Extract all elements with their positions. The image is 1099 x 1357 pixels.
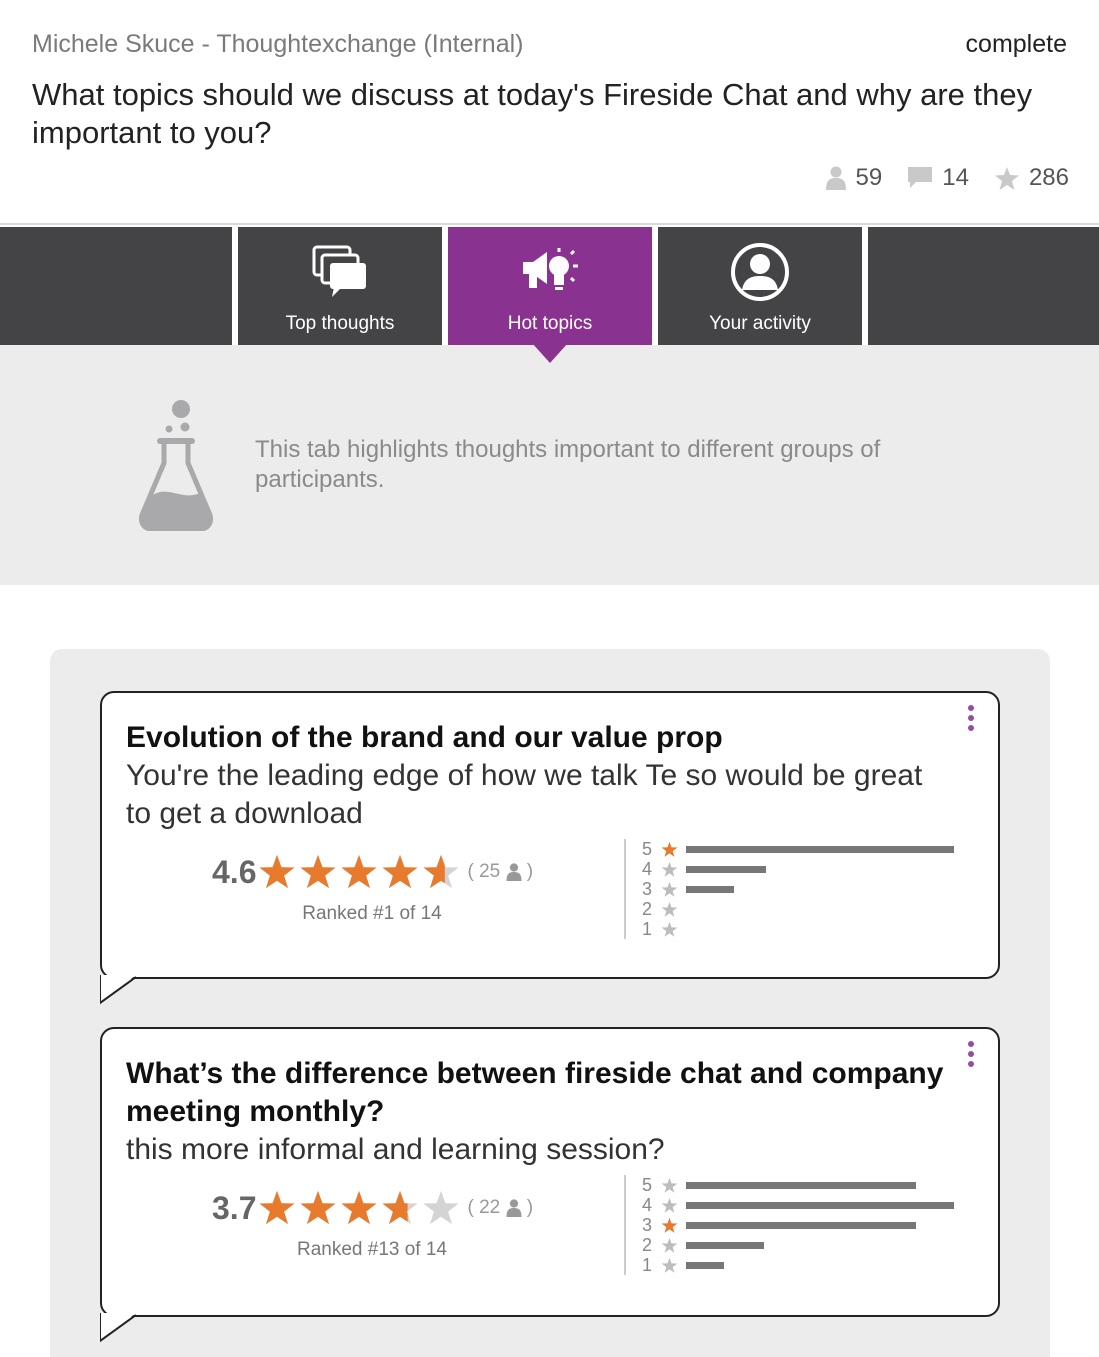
distribution-row <box>642 859 964 879</box>
star-icon <box>340 1189 378 1227</box>
voter-count: ( 25 ) <box>467 861 534 882</box>
distribution-row <box>642 879 964 899</box>
thought-text <box>126 719 946 833</box>
distribution-bar <box>686 1242 764 1249</box>
stars-count: 286 <box>1028 164 1069 191</box>
star-rating <box>258 853 463 891</box>
average-score: 3.7 <box>212 1189 257 1226</box>
distribution-row <box>642 1195 964 1215</box>
distribution-bar <box>686 1182 916 1189</box>
person-icon <box>826 166 846 190</box>
exchange-question: What topics should we discuss at today's Fireside Chat and why are they important to you? <box>32 77 1033 150</box>
thoughts-stat <box>908 164 969 192</box>
distribution-star-value: 3 <box>642 1215 653 1235</box>
distribution-bar <box>686 1202 954 1209</box>
distribution-bar <box>686 866 766 873</box>
person-icon <box>506 863 522 881</box>
distribution-row <box>642 1175 964 1195</box>
star-rating <box>258 1189 463 1227</box>
tab-label: Hot topics <box>507 313 593 334</box>
star-icon <box>381 1189 419 1227</box>
distribution-star-value: 5 <box>642 839 653 859</box>
tab-info-panel <box>0 345 1099 585</box>
thought-title: Evolution of the brand and our value prop <box>126 721 723 754</box>
participants-stat <box>826 164 883 192</box>
participants-count: 59 <box>855 164 883 191</box>
distribution-row <box>642 1255 964 1275</box>
star-icon <box>299 853 337 891</box>
rank-label: Ranked #13 of 14 <box>296 1239 447 1260</box>
tab-spacer-left <box>0 227 232 347</box>
rank-label: Ranked #1 of 14 <box>302 903 442 924</box>
thoughts-count: 14 <box>942 164 969 191</box>
distribution-star-value: 4 <box>642 859 653 879</box>
card-tail <box>100 975 140 1007</box>
tab-label: Your activity <box>709 313 811 334</box>
star-icon <box>381 853 419 891</box>
star-icon <box>422 1189 460 1227</box>
star-icon <box>661 1197 678 1214</box>
distribution-star-value: 2 <box>642 1235 653 1255</box>
tab-hot-topics[interactable] <box>448 227 652 347</box>
thought-title: What’s the difference between fireside chat and company meeting monthly? <box>126 1057 944 1128</box>
more-menu-icon[interactable] <box>968 1041 976 1071</box>
distribution-bar <box>686 846 954 853</box>
thought-body: You're the leading edge of how we talk Te so would be great to get a download <box>126 759 923 830</box>
comment-icon <box>908 167 932 189</box>
voter-count-value: 25 <box>479 861 501 882</box>
star-icon <box>661 921 678 938</box>
person-icon <box>506 1199 522 1217</box>
star-icon <box>422 853 460 891</box>
star-icon <box>661 1217 678 1234</box>
lightbulb-megaphone-icon <box>521 246 579 298</box>
more-menu-icon[interactable] <box>968 705 976 735</box>
thought-card[interactable] <box>100 691 1000 979</box>
exchange-stats <box>800 164 1069 192</box>
distribution-row <box>642 1235 964 1255</box>
star-icon <box>299 1189 337 1227</box>
star-icon <box>995 167 1019 190</box>
distribution-star-value: 5 <box>642 1175 653 1195</box>
active-tab-pointer <box>532 343 568 363</box>
score-summary <box>212 853 542 925</box>
exchange-header <box>0 0 1099 224</box>
average-score: 4.6 <box>212 853 257 890</box>
organization-name: Michele Skuce - Thoughtexchange (Internal) <box>32 30 524 58</box>
card-tail <box>100 1313 140 1345</box>
star-icon <box>661 881 678 898</box>
voter-count-value: 22 <box>479 1197 501 1218</box>
tab-label: Top thoughts <box>285 313 395 334</box>
chat-bubbles-icon <box>312 245 368 299</box>
star-icon <box>661 1257 678 1274</box>
distribution-bar <box>686 1222 916 1229</box>
exchange-status: complete <box>965 30 1067 58</box>
tab-your-activity[interactable] <box>658 227 862 347</box>
distribution-star-value: 4 <box>642 1195 653 1215</box>
flask-icon <box>138 397 214 531</box>
user-circle-icon <box>730 242 790 302</box>
distribution-row <box>642 839 964 859</box>
distribution-row <box>642 899 964 919</box>
distribution-star-value: 2 <box>642 899 653 919</box>
thought-body: this more informal and learning session? <box>126 1133 665 1166</box>
star-icon <box>258 1189 296 1227</box>
rating-distribution <box>624 1175 964 1275</box>
distribution-bar <box>686 1262 724 1269</box>
star-icon <box>661 1177 678 1194</box>
stars-stat <box>995 164 1069 192</box>
distribution-bar <box>686 886 734 893</box>
tab-bar <box>0 223 1099 345</box>
star-icon <box>661 901 678 918</box>
star-icon <box>661 841 678 858</box>
distribution-row <box>642 919 964 939</box>
star-icon <box>258 853 296 891</box>
star-icon <box>661 861 678 878</box>
tab-spacer-right <box>868 227 1099 347</box>
score-summary <box>212 1189 542 1261</box>
tab-top-thoughts[interactable] <box>238 227 442 347</box>
thought-card[interactable] <box>100 1027 1000 1317</box>
distribution-star-value: 3 <box>642 879 653 899</box>
distribution-star-value: 1 <box>642 919 653 939</box>
thought-text <box>126 1055 946 1169</box>
voter-count: ( 22 ) <box>467 1197 534 1218</box>
distribution-star-value: 1 <box>642 1255 653 1275</box>
rating-distribution <box>624 839 964 939</box>
tab-info-text: This tab highlights thoughts important to different groups of participants. <box>255 436 881 493</box>
star-icon <box>661 1237 678 1254</box>
distribution-row <box>642 1215 964 1235</box>
star-icon <box>340 853 378 891</box>
